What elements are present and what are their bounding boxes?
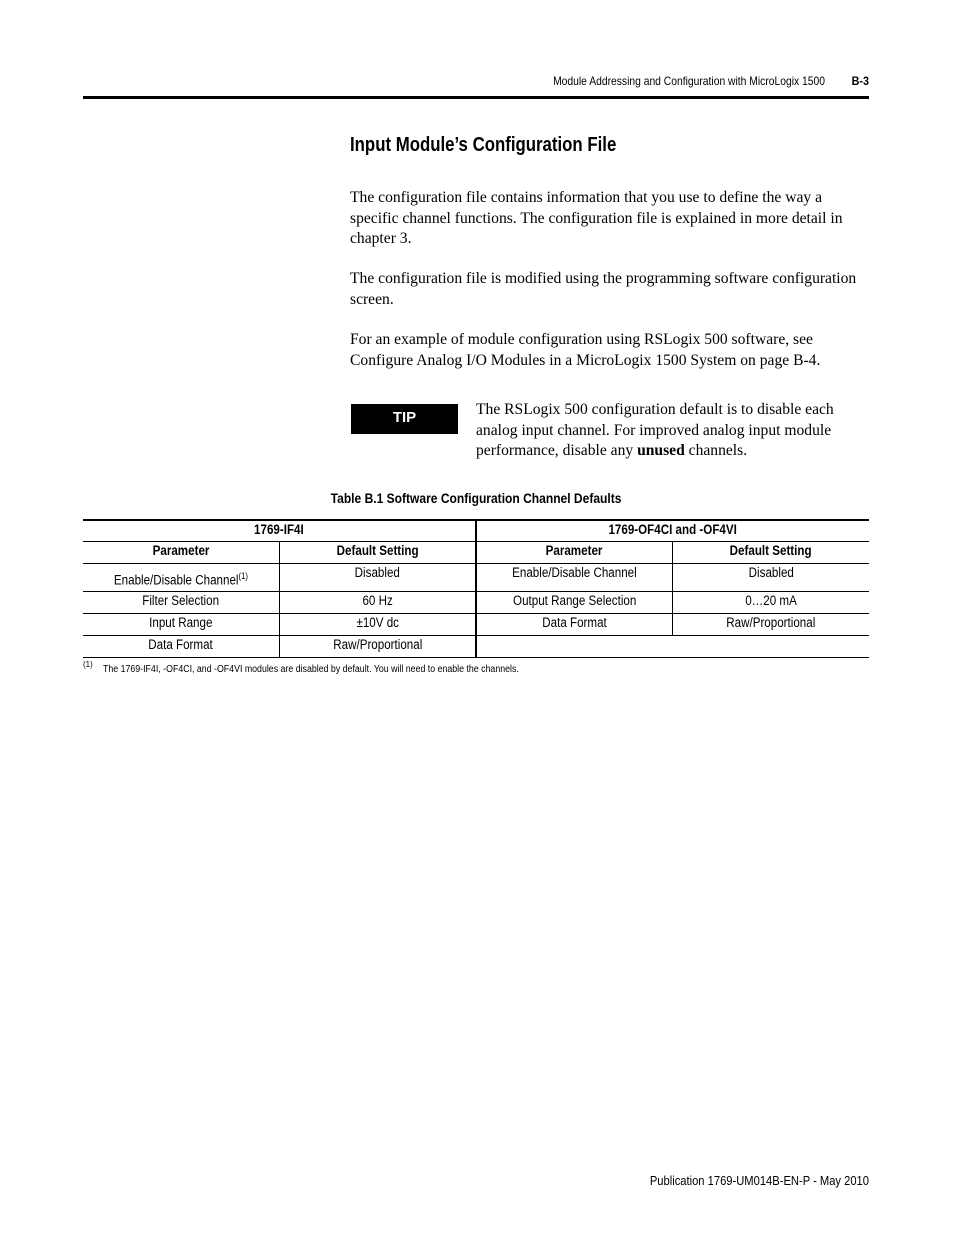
table-cell-text: Input Range (149, 615, 213, 630)
column-header (280, 542, 477, 564)
table-row (83, 592, 869, 614)
table-row (83, 564, 869, 592)
footnote-text: The 1769-IF4I, -OF4CI, and -OF4VI modules are disabled by default. You will need to enable the channels. (103, 664, 519, 675)
table-cell-text: ±10V dc (356, 615, 399, 630)
paragraph-2: The configuration file is modified using the programming software configuration screen. (350, 270, 857, 308)
tip-text (476, 400, 870, 462)
table-cell-text: Data Format (148, 637, 214, 652)
table-cell (280, 592, 477, 614)
table-group-header-row (83, 520, 869, 542)
column-header-text: Default Setting (336, 543, 419, 558)
table-cell (83, 592, 280, 614)
table-row (83, 614, 869, 636)
tip-label: TIP (351, 404, 458, 434)
table-cell (280, 614, 477, 636)
tip-text-end: channels. (684, 442, 748, 459)
tip-text-start: The RSLogix 500 configuration default is to disable each analog input channel. For improved analog input module performance, disable any (476, 401, 834, 459)
column-header-text: Default Setting (730, 543, 812, 558)
table-cell-text: Raw/Proportional (332, 637, 423, 652)
section-title: Input Module’s Configuration File (350, 134, 617, 156)
table-cell (673, 564, 870, 592)
header-rule (83, 96, 869, 99)
table-cell (83, 614, 280, 636)
running-header-title: Module Addressing and Configuration with MicroLogix 1500 (553, 74, 825, 88)
table-cell (673, 614, 870, 636)
table-column-header-row (83, 542, 869, 564)
tip-text-emphasis: unused (637, 442, 685, 459)
table-cell-text: Data Format (542, 615, 607, 630)
table-caption (83, 490, 869, 506)
table-cell-text: Enable/Disable Channel (512, 565, 637, 580)
configuration-defaults-table (83, 519, 869, 658)
table-cell (280, 636, 477, 658)
group-header-if4i (83, 520, 476, 542)
table-cell-text: 0…20 mA (745, 593, 797, 608)
column-header (476, 542, 673, 564)
table-cell (476, 564, 673, 592)
table-cell (673, 592, 870, 614)
table-cell-empty (476, 636, 869, 658)
table-cell (476, 592, 673, 614)
table-cell-text (114, 567, 248, 590)
column-header-text: Parameter (546, 543, 603, 558)
table-cell-value: Enable/Disable Channel (113, 572, 239, 588)
table-cell-text: Raw/Proportional (726, 615, 816, 630)
table-cell-text: 60 Hz (362, 593, 393, 608)
table-cell (476, 614, 673, 636)
group-header-of4ci (476, 520, 869, 542)
publication-footer: Publication 1769-UM014B-EN-P - May 2010 (649, 1173, 869, 1188)
group-header-of4ci-text: 1769-OF4CI and -OF4VI (608, 522, 738, 537)
table-cell (280, 564, 477, 592)
footnote-mark: (1) (83, 660, 93, 669)
table-cell-text: Disabled (354, 565, 401, 580)
paragraph-1: The configuration file contains information that you use to define the way a specific channel functions. The configuration file is explained in more detail in chapter 3. (350, 189, 843, 247)
table-cell-text: Filter Selection (142, 593, 220, 608)
paragraph-3: For an example of module configuration using RSLogix 500 software, see Configure Analog I/O Modules in a MicroLogix 1500 System on page B-4. (350, 331, 821, 369)
column-header-text: Parameter (152, 543, 210, 558)
table-cell (83, 564, 280, 592)
table-cell (83, 636, 280, 658)
page-number: B-3 (851, 74, 869, 88)
table-row (83, 636, 869, 658)
table-cell-text: Disabled (748, 565, 794, 580)
footnote-reference: (1) (238, 571, 249, 581)
column-header (673, 542, 870, 564)
column-header (83, 542, 280, 564)
table-caption-text: Table B.1 Software Configuration Channel Defaults (330, 490, 622, 506)
table-cell-text: Output Range Selection (512, 593, 637, 608)
group-header-if4i-text: 1769-IF4I (254, 522, 304, 537)
